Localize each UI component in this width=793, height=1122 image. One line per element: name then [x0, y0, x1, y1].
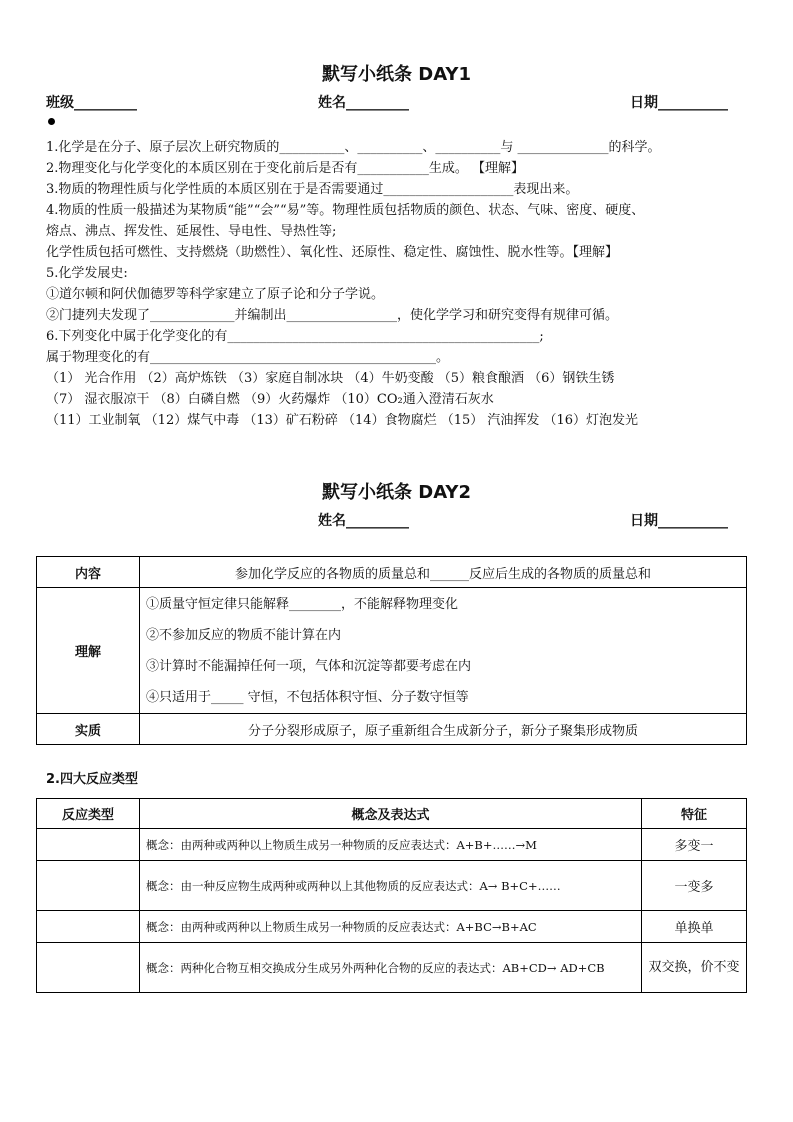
section-title: 2.四大反应类型 — [46, 772, 138, 787]
feature-cell: 双交换，价不变 — [642, 943, 747, 993]
essence-label: 实质 — [37, 714, 140, 745]
understand-item: ②不参加反应的物质不能计算在内 — [146, 627, 342, 643]
date-field: 日期__________ — [630, 513, 728, 529]
concept-cell: 概念：由一种反应物生成两种或两种以上其他物质的反应表达式：A→ B+C+…… — [140, 861, 642, 911]
concept-cell: 概念：由两种或两种以上物质生成另一种物质的反应表达式：A+BC→B+AC — [140, 911, 642, 943]
feature-cell: 多变一 — [642, 829, 747, 861]
question-line: 3.物质的物理性质与化学性质的本质区别在于是否需要通过____________________表现出来。 — [46, 182, 579, 197]
question-line: 属于物理变化的有____________________________________________。 — [46, 350, 450, 365]
question-line: ②门捷列夫发现了_____________并编制出_________________，使化学学习和研究变得有规律可循。 — [46, 308, 619, 323]
conservation-table — [36, 556, 747, 745]
question-line: 熔点、沸点、挥发性、延展性、导电性、导热性等; — [46, 224, 337, 239]
type-cell — [37, 861, 140, 911]
question-line: 5.化学发展史: — [46, 266, 128, 281]
type-cell — [37, 911, 140, 943]
feature-cell: 一变多 — [642, 861, 747, 911]
header-concept: 概念及表达式 — [140, 799, 642, 829]
understand-item: ④只适用于_____ 守恒，不包括体积守恒、分子数守恒等 — [146, 689, 469, 705]
question-line: 6.下列变化中属于化学变化的有________________________________________________; — [46, 329, 544, 344]
content-text: 参加化学反应的各物质的质量总和______反应后生成的各物质的质量总和 — [140, 557, 747, 588]
type-cell — [37, 943, 140, 993]
type-cell — [37, 829, 140, 861]
day2-title: 默写小纸条 DAY2 — [322, 482, 471, 503]
understand-item: ③计算时不能漏掉任何一项，气体和沉淀等都要考虑在内 — [146, 658, 472, 674]
options-line: （11）工业制氧 （12）煤气中毒 （13）矿石粉碎 （14）食物腐烂 （15） 汽油挥发 （16）灯泡发光 — [46, 413, 639, 428]
options-line: （1） 光合作用 （2）高炉炼铁 （3）家庭自制冰块 （4）牛奶变酸 （5）粮食酿酒 （6）钢铁生锈 — [46, 371, 615, 386]
question-line: 2.物理变化与化学变化的本质区别在于变化前后是否有___________生成。 【理解】 — [46, 161, 525, 176]
concept-cell: 概念：由两种或两种以上物质生成另一种物质的反应表达式：A+B+……→M — [140, 829, 642, 861]
concept-cell: 概念：两种化合物互相交换成分生成另外两种化合物的反应的表达式：AB+CD→ AD+CB — [140, 943, 642, 993]
class-field: 班级_________ — [46, 95, 137, 111]
name-field: 姓名_________ — [318, 513, 409, 529]
question-line: 化学性质包括可燃性、支持燃烧（助燃性）、氧化性、还原性、稳定性、腐蚀性、脱水性等。【理解】 — [46, 245, 619, 260]
options-line: （7） 湿衣服凉干 （8）白磷自燃 （9）火药爆炸 （10）CO₂通入澄清石灰水 — [46, 392, 494, 407]
understand-item: ①质量守恒定律只能解释________，不能解释物理变化 — [146, 596, 459, 612]
understand-label: 理解 — [37, 588, 140, 714]
reaction-types-table — [36, 798, 747, 993]
question-line: 4.物质的性质一般描述为某物质“能”“会”“易”等。物理性质包括物质的颜色、状态、气味、密度、硬度、 — [46, 203, 645, 218]
essence-text: 分子分裂形成原子，原子重新组合生成新分子，新分子聚集形成物质 — [140, 714, 747, 745]
bullet-icon — [48, 118, 55, 125]
content-label: 内容 — [37, 557, 140, 588]
name-field: 姓名_________ — [318, 95, 409, 111]
header-feature: 特征 — [642, 799, 747, 829]
feature-cell: 单换单 — [642, 911, 747, 943]
date-field: 日期__________ — [630, 95, 728, 111]
day1-title: 默写小纸条 DAY1 — [322, 64, 471, 85]
question-line: ①道尔顿和阿伏伽德罗等科学家建立了原子论和分子学说。 — [46, 287, 385, 302]
question-line: 1.化学是在分子、原子层次上研究物质的__________、__________、__________与 ______________的科学。 — [46, 140, 661, 155]
header-type: 反应类型 — [37, 799, 140, 829]
